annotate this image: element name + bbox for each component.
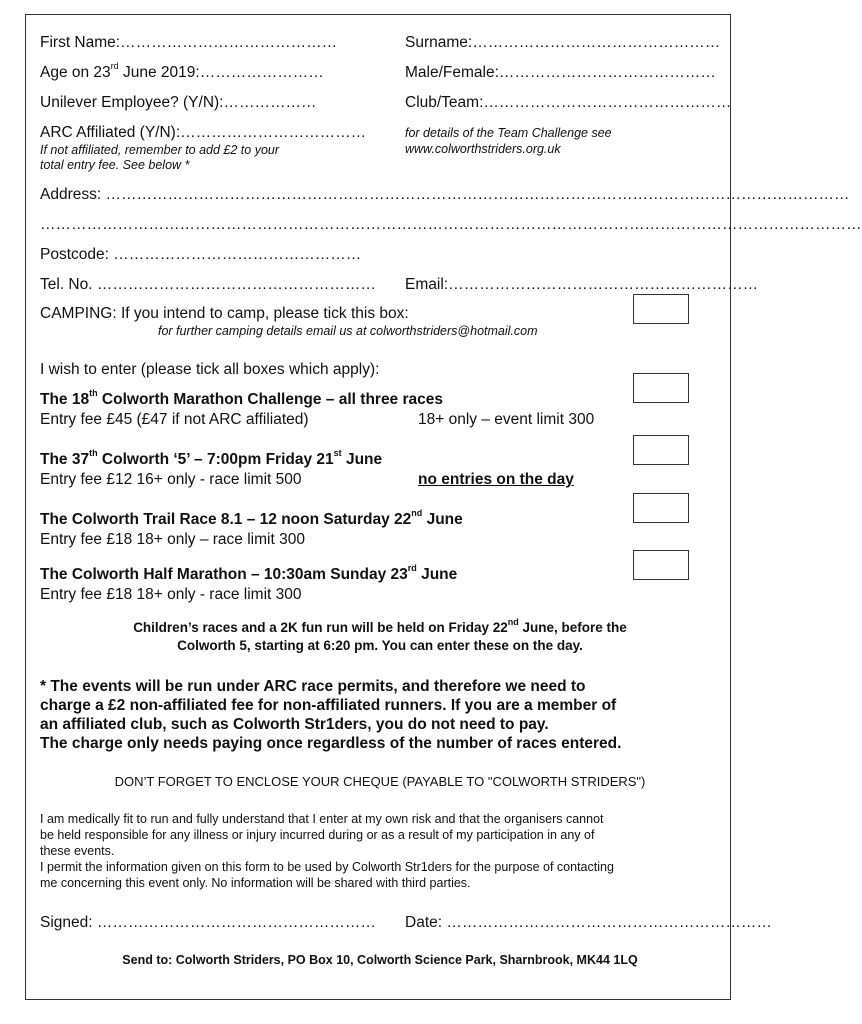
- race2-no-entries-note: no entries on the day: [418, 471, 574, 488]
- arc-notice-line1: * The events will be run under ARC race permits, and therefore we need to: [40, 678, 586, 695]
- signed-field[interactable]: Signed: ………………………………………………: [40, 914, 376, 931]
- children-line1-sup: nd: [507, 617, 519, 627]
- children-races-line2: Colworth 5, starting at 6:20 pm. You can enter these on the day.: [177, 638, 583, 653]
- date-field[interactable]: Date: ………………………………………………………: [405, 914, 772, 931]
- declaration-line5: me concerning this event only. No information will be shared with third parties.: [40, 876, 471, 890]
- race2-title-c: June: [341, 451, 383, 468]
- unilever-field[interactable]: Unilever Employee? (Y/N):………………: [40, 94, 317, 111]
- children-line1-b: June, before the: [518, 620, 627, 635]
- arc-note-line1: If not affiliated, remember to add £2 to your: [40, 143, 280, 157]
- race2-title-sup: th: [89, 448, 98, 458]
- race1-title-a: The 18: [40, 391, 90, 408]
- declaration-line4: I permit the information given on this form to be used by Colworth Str1ders for the purpose of contacting: [40, 860, 614, 874]
- race2-fee: Entry fee £12 16+ only - race limit 500: [40, 471, 302, 488]
- club-field[interactable]: Club/Team:…………………………………………: [405, 94, 732, 111]
- camping-checkbox[interactable]: [633, 294, 689, 324]
- age-field[interactable]: [40, 61, 324, 82]
- surname-field[interactable]: Surname:…………………………………………: [405, 34, 721, 51]
- arc-note-line2: total entry fee. See below *: [40, 158, 190, 172]
- tel-field[interactable]: Tel. No. ………………………………………………: [40, 276, 376, 293]
- race4-fee: Entry fee £18 18+ only - race limit 300: [40, 586, 302, 603]
- arc-notice-line2: charge a £2 non-affiliated fee for non-affiliated runners. If you are a member of: [40, 697, 617, 714]
- arc-notice-line3: an affiliated club, such as Colworth Str1ders, you do not need to pay.: [40, 716, 549, 733]
- race4-title-a: The Colworth Half Marathon – 10:30am Sunday 23: [40, 566, 408, 583]
- race2-title-sup2: st: [333, 448, 342, 458]
- send-to-address: Send to: Colworth Striders, PO Box 10, Colworth Science Park, Sharnbrook, MK44 1LQ: [122, 953, 638, 967]
- declaration-line3: these events.: [40, 844, 115, 858]
- race3-fee: Entry fee £18 18+ only – race limit 300: [40, 531, 305, 548]
- race4-checkbox[interactable]: [633, 550, 689, 580]
- race4-title-b: June: [416, 566, 458, 583]
- postcode-field[interactable]: Postcode: …………………………………………: [40, 246, 362, 263]
- race3-title-a: The Colworth Trail Race 8.1 – 12 noon Saturday 22: [40, 511, 412, 528]
- address-field[interactable]: Address: ………………………………………………………………………………………………………………………………: [40, 186, 850, 203]
- address-line2-field[interactable]: ……………………………………………………………………………………………………………………………………………: [40, 216, 862, 233]
- age-superscript: rd: [110, 61, 119, 71]
- race1-title-b: Colworth Marathon Challenge – all three races: [97, 391, 443, 408]
- race2-title-a: The 37: [40, 451, 90, 468]
- race1-title-sup: th: [89, 388, 98, 398]
- declaration-line1: I am medically fit to run and fully understand that I enter at my own risk and that the organisers cannot: [40, 812, 604, 826]
- team-challenge-url[interactable]: www.colworthstriders.org.uk: [405, 142, 561, 156]
- race1-fee: Entry fee £45 (£47 if not ARC affiliated): [40, 411, 309, 428]
- race1-checkbox[interactable]: [633, 373, 689, 403]
- race4-title-sup: rd: [407, 563, 417, 573]
- age-dots: June 2019:……………………: [123, 64, 324, 81]
- entries-intro: I wish to enter (please tick all boxes which apply):: [40, 361, 380, 378]
- race3-title: [40, 508, 463, 529]
- email-field[interactable]: Email:……………………………………………………: [405, 276, 759, 293]
- race3-checkbox[interactable]: [633, 493, 689, 523]
- declaration-line2: be held responsible for any illness or injury incurred during or as a result of my participation in any of: [40, 828, 595, 842]
- gender-field[interactable]: Male/Female:……………………………………: [405, 64, 716, 81]
- first-name-field[interactable]: First Name:……………………………………: [40, 34, 338, 51]
- children-line1-a: Children’s races and a 2K fun run will be held on Friday 22: [133, 620, 508, 635]
- children-races-line1: [0, 617, 760, 635]
- race3-title-sup: nd: [411, 508, 423, 518]
- race1-title: [40, 388, 443, 409]
- age-label: Age on 23: [40, 64, 111, 81]
- team-challenge-note: for details of the Team Challenge see: [405, 126, 612, 140]
- camping-label: CAMPING: If you intend to camp, please tick this box:: [40, 305, 409, 322]
- race2-title: [40, 448, 383, 469]
- cheque-reminder: DON’T FORGET TO ENCLOSE YOUR CHEQUE (PAYABLE TO "COLWORTH STRIDERS"): [114, 774, 646, 789]
- race1-limit: 18+ only – event limit 300: [418, 411, 595, 428]
- camping-note: for further camping details email us at colworthstriders@hotmail.com: [158, 324, 538, 338]
- race3-title-b: June: [422, 511, 463, 528]
- race2-checkbox[interactable]: [633, 435, 689, 465]
- arc-affiliated-field[interactable]: ARC Affiliated (Y/N):………………………………: [40, 124, 367, 141]
- race2-title-b: Colworth ‘5’ – 7:00pm Friday 21: [97, 451, 334, 468]
- arc-notice-line4: The charge only needs paying once regardless of the number of races entered.: [40, 735, 622, 752]
- race4-title: [40, 563, 458, 584]
